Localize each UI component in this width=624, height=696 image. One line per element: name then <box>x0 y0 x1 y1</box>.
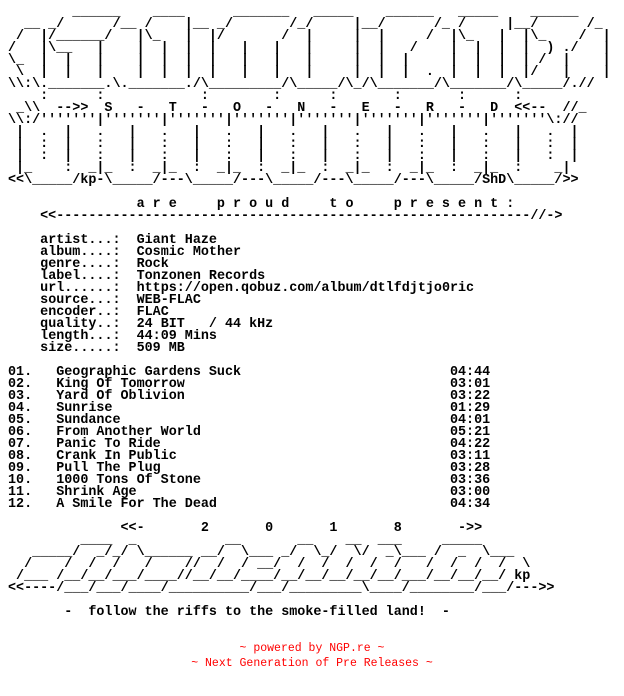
info-label: quality..: <box>40 317 137 332</box>
info-value: WEB-FLAC <box>136 293 201 308</box>
track-title: Shrink Age <box>56 485 450 500</box>
track-title: Crank In Public <box>56 449 450 464</box>
present-divider: <<-----------------------------------------------------------//-> <box>8 209 563 224</box>
track-duration: 03:01 <box>449 377 491 392</box>
info-value: Rock <box>136 257 169 272</box>
track-title: Yard Of Oblivion <box>56 389 450 404</box>
track-number: 04. <box>8 401 57 416</box>
track-number: 05. <box>8 413 57 428</box>
info-label: source...: <box>40 293 137 308</box>
info-label: artist...: <box>40 233 137 248</box>
track-number: 02. <box>8 377 57 392</box>
footer-powered-by: ~ powered by NGP.re ~ <box>239 642 385 655</box>
track-number: 09. <box>8 461 57 476</box>
track-number: 07. <box>8 437 57 452</box>
release-info <box>8 233 474 356</box>
nfo-document <box>8 7 611 619</box>
info-label: url......: <box>40 281 137 296</box>
info-value: 44:09 Mins <box>136 329 217 344</box>
track-duration: 05:21 <box>449 425 491 440</box>
footer <box>0 641 624 671</box>
track-duration: 03:00 <box>449 485 491 500</box>
track-number: 06. <box>8 425 57 440</box>
track-duration: 04:22 <box>449 437 491 452</box>
track-number: 10. <box>8 473 57 488</box>
info-label: size.....: <box>40 341 137 356</box>
info-label: genre....: <box>40 257 137 272</box>
tracklist <box>8 365 490 512</box>
track-duration: 01:29 <box>449 401 491 416</box>
track-title: Geographic Gardens Suck <box>56 365 450 380</box>
info-value: 24 BIT / 44 kHz <box>136 317 274 332</box>
info-value: Cosmic Mother <box>136 245 242 260</box>
info-label: encoder..: <box>40 305 137 320</box>
info-label: label....: <box>40 269 137 284</box>
track-title: Pull The Plug <box>56 461 450 476</box>
track-title: From Another World <box>56 425 450 440</box>
tagline: - follow the riffs to the smoke-filled land! - <box>8 605 450 620</box>
track-title: Sunrise <box>56 401 450 416</box>
track-number: 03. <box>8 389 57 404</box>
track-row <box>8 497 490 512</box>
track-duration: 04:01 <box>449 413 491 428</box>
info-value: Tonzonen Records <box>136 269 266 284</box>
track-duration: 03:11 <box>449 449 491 464</box>
present-text: a r e p r o u d t o p r e s e n t : <box>8 197 515 212</box>
track-duration: 04:34 <box>449 497 491 512</box>
info-label: album....: <box>40 245 137 260</box>
info-value: 509 MB <box>136 341 185 356</box>
track-duration: 04:44 <box>449 365 491 380</box>
year-line: <<- 2 0 1 8 ->> <box>8 521 483 536</box>
info-label: length...: <box>40 329 137 344</box>
info-value: Giant Haze <box>136 233 217 248</box>
track-title: 1000 Tons Of Stone <box>56 473 450 488</box>
track-duration: 03:28 <box>449 461 491 476</box>
footer-subtitle: ~ Next Generation of Pre Releases ~ <box>191 657 433 670</box>
track-duration: 03:22 <box>449 389 491 404</box>
info-row <box>8 341 185 356</box>
track-title: A Smile For The Dead <box>56 497 450 512</box>
track-number: 08. <box>8 449 57 464</box>
info-value: FLAC <box>136 305 169 320</box>
track-duration: 03:36 <box>449 473 491 488</box>
track-number: 12. <box>8 497 57 512</box>
track-title: Sundance <box>56 413 450 428</box>
track-title: Panic To Ride <box>56 437 450 452</box>
info-value: https://open.qobuz.com/album/dtlfdjtjo0ric <box>136 281 475 296</box>
track-title: King Of Tomorrow <box>56 377 450 392</box>
year-ascii-art: ____ _ __ __ __ ___ _____ _____/ _/_/ \______ __/ \___ _/ \_/ \/ _\___ / _ \___ / / / / / // / / __/ / / / / / / / / / \ /___ /__/__/___/____//__/__/____/__/__/__/__/__/___/__/__/__/ kp <<----/___/___/____/__________/___/_________\____/________/___/--->> <box>8 533 555 596</box>
track-number: 11. <box>8 485 57 500</box>
header-ascii-art: ______ ____ _______ _____ ______ _____ ______ __ _/ /__ / |__ _/ /_/ |__/ /_ / |__/ /_ / |/______/ |\_ | |/ / | | | / |\_ | |\_ / | / |\__ | | | | | | | | | | / | | | | ) ./ | \_ | | | | | | | | | | | | | | | | | / | | \ | | | | | | | | | | | | | . | | | |/ | | \\:\._______.\._______./\_________/\_____/\_/\_______/\_______/\_____/.// : : : : : : : : _\\ -->> S - T - O - N - E - R - D <<-- //_ \\:/'''''''|'''''''|'''''''|'''''''|'''''''|'''''''|'''''''|'''''''\:// | . | . | . | . | . | . | . | . | . | | : | : | : | : | : | : | : | : | : | | : | : | : | : | : | : | : | : | : | |_ : _|_ : _|_ : _|_ : _|_ : _|_ : _|_ : _|_ : _| <<\_____/kp-\_____/---\_____/---\_____/---\_____/---\_____/ShD\_____/>> <box>8 5 611 188</box>
track-number: 01. <box>8 365 57 380</box>
